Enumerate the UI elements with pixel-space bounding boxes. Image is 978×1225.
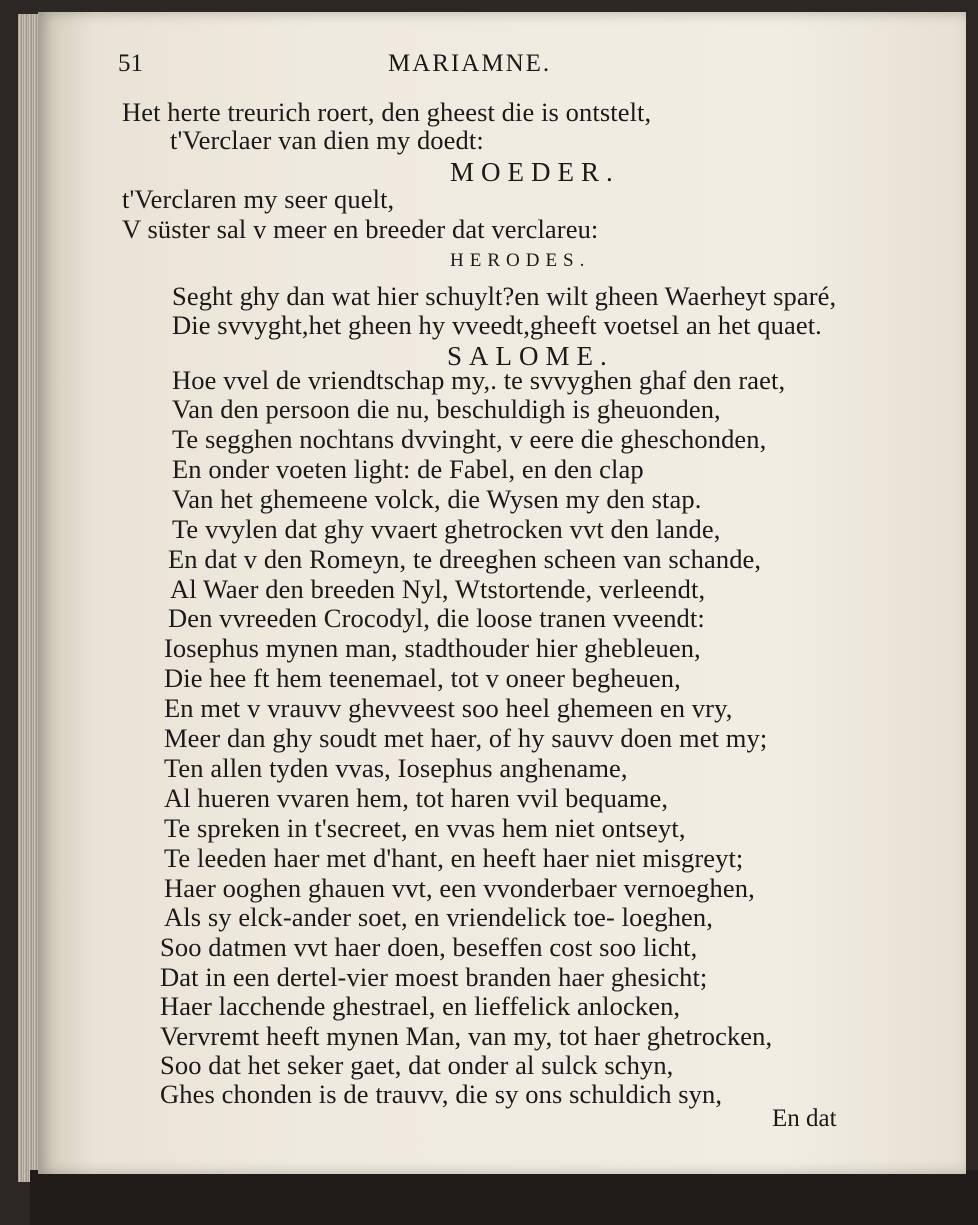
- verse-line: V süster sal v meer en breeder dat verclareu:: [122, 214, 599, 244]
- verse-line: En met v vrauvv ghevveest soo heel ghemeen en vry,: [164, 693, 733, 723]
- page-edges: [18, 14, 40, 1182]
- verse-line: Ten allen tyden vvas, Iosephus anghename,: [164, 753, 628, 783]
- verse-line: Al hueren vvaren hem, tot haren vvil bequame,: [164, 783, 669, 813]
- verse-line: Die hee ft hem teenemael, tot v oneer begheuen,: [164, 663, 681, 693]
- verse-line: Van den persoon die nu, beschuldigh is gheuonden,: [172, 394, 721, 424]
- verse-line: Van het ghemeene volck, die Wysen my den stap.: [172, 484, 702, 514]
- speaker-label: MOEDER.: [450, 157, 620, 187]
- verse-line: Te spreken in t'secreet, en vvas hem niet ontseyt,: [164, 813, 686, 843]
- verse-line: Den vvreeden Crocodyl, die loose tranen vveendt:: [168, 603, 705, 633]
- verse-line: t'Verclaer van dien my doedt:: [170, 125, 484, 155]
- speaker-label: HERODES.: [450, 250, 591, 271]
- verse-line: Soo dat het seker gaet, dat onder al sulck schyn,: [160, 1050, 674, 1080]
- verse-line: Haer ooghen ghauen vvt, een vvonderbaer vernoeghen,: [164, 873, 755, 903]
- verse-line: Als sy elck-ander soet, en vriendelick toe- loeghen,: [164, 902, 713, 932]
- speaker-label: SALOME.: [447, 341, 614, 371]
- page-number: 51: [118, 50, 143, 77]
- running-title: MARIAMNE.: [388, 50, 552, 77]
- verse-line: Dat in een dertel-vier moest branden haer ghesicht;: [160, 962, 708, 992]
- verse-line: Het herte treurich roert, den gheest die is ontstelt,: [122, 97, 652, 127]
- verse-line: Ghes chonden is de trauvv, die sy ons schuldich syn,: [160, 1079, 723, 1109]
- verse-line: Soo datmen vvt haer doen, beseffen cost soo licht,: [160, 932, 698, 962]
- verse-line: Te vvylen dat ghy vvaert ghetrocken vvt den lande,: [172, 514, 721, 544]
- verse-line: Al Waer den breeden Nyl, Wtstortende, verleendt,: [170, 574, 706, 604]
- verse-line: Die svvyght,het gheen hy vveedt,gheeft voetsel an het quaet.: [172, 310, 822, 340]
- verse-line: En dat v den Romeyn, te dreeghen scheen van schande,: [168, 544, 762, 574]
- verse-line: Seght ghy dan wat hier schuylt?en wilt gheen Waerheyt sparé,: [172, 281, 837, 311]
- verse-line: Iosephus mynen man, stadthouder hier ghebleuen,: [164, 633, 701, 663]
- running-head: [118, 50, 818, 80]
- catchword: En dat: [772, 1105, 837, 1132]
- verse-line: Meer dan ghy soudt met haer, of hy sauvv doen met my;: [164, 723, 768, 753]
- verse-line: Te segghen nochtans dvvinght, v eere die gheschonden,: [172, 424, 767, 454]
- verse-line: En onder voeten light: de Fabel, en den clap: [172, 454, 644, 484]
- verse-line: Te leeden haer met d'hant, en heeft haer niet misgreyt;: [164, 843, 744, 873]
- verse-line: Hoe vvel de vriendtschap my,. te svvyghen ghaf den raet,: [172, 365, 786, 395]
- verse-line: t'Verclaren my seer quelt,: [122, 184, 395, 214]
- binding-shadow: [30, 1170, 978, 1225]
- verse-line: Vervremt heeft mynen Man, van my, tot haer ghetrocken,: [160, 1021, 773, 1051]
- verse-line: Haer lacchende ghestrael, en lieffelick anlocken,: [160, 991, 681, 1021]
